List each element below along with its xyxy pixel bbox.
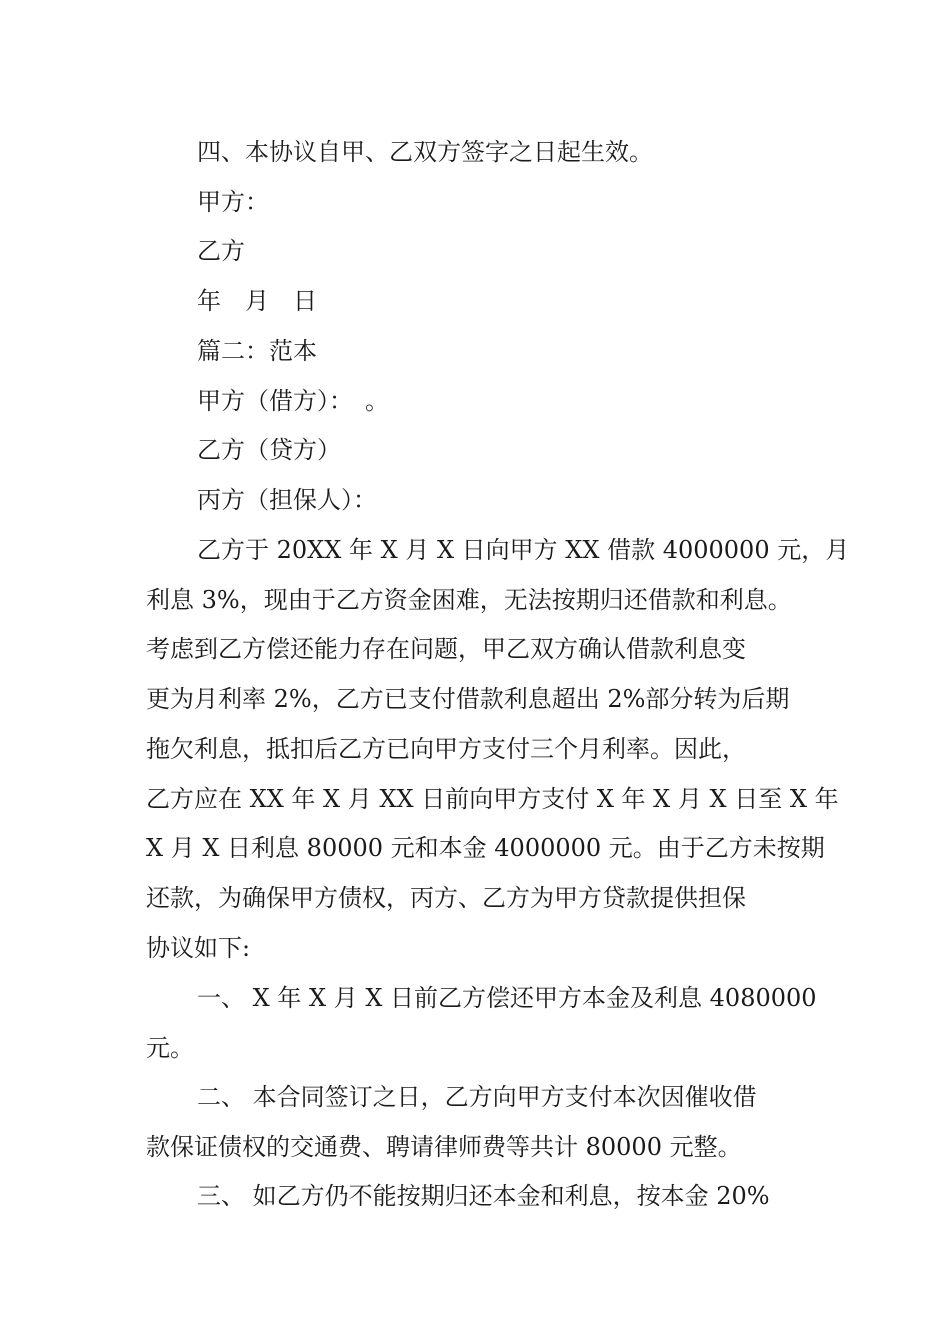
item-line: 一、 X 年 X 月 X 日前乙方偿还甲方本金及利息 4080000: [197, 984, 817, 1012]
party-c-guarantor: 丙方（担保人）：: [197, 485, 377, 514]
item-line: 二、 本合同签订之日，乙方向甲方支付本次因催收借: [197, 1083, 757, 1111]
body-paragraph: [146, 526, 850, 973]
body-line: 更为月利率 2%，乙方已支付借款利息超出 2%部分转为后期: [146, 685, 790, 714]
item-one: [146, 974, 826, 1073]
body-line: 拖欠利息，抵扣后乙方已向甲方支付三个月利率。因此，: [146, 734, 746, 763]
body-line: 乙方应在 XX 年 X 月 XX 日前向甲方支付 X 年 X 月 X 日至 X 年: [146, 784, 839, 813]
section-heading: 篇二：范本: [197, 336, 317, 365]
body-line: 考虑到乙方偿还能力存在问题，甲乙双方确认借款利息变: [146, 635, 746, 664]
party-b-lender: 乙方（贷方）: [197, 436, 341, 465]
body-line: 利息 3%，现由于乙方资金困难，无法按期归还借款和利息。: [146, 585, 792, 614]
item-line: 款保证债权的交通费、聘请律师费等共计 80000 元整。: [146, 1132, 742, 1161]
item-line: 元。: [146, 1033, 194, 1062]
party-a-borrower: 甲方（借方）： 。: [197, 386, 389, 415]
body-line: 乙方于 20XX 年 X 月 X 日向甲方 XX 借款 4000000 元，月: [197, 536, 850, 564]
item-three: [146, 1172, 826, 1222]
body-line: 还款，为确保甲方债权，丙方、乙方为甲方贷款提供担保: [146, 883, 746, 912]
item-two: [146, 1073, 826, 1172]
party-b-signature: 乙方: [197, 237, 245, 266]
clauses-top: [146, 128, 826, 526]
party-a-signature: 甲方：: [197, 187, 269, 216]
date-line: 年 月 日: [197, 287, 317, 316]
clause-effective: 四、本协议自甲、乙双方签字之日起生效。: [197, 138, 653, 166]
item-line: 三、 如乙方仍不能按期归还本金和利息，按本金 20%: [197, 1182, 770, 1210]
body-line: X 月 X 日利息 80000 元和本金 4000000 元。由于乙方未按期: [146, 834, 825, 863]
body-line: 协议如下:: [146, 933, 251, 962]
